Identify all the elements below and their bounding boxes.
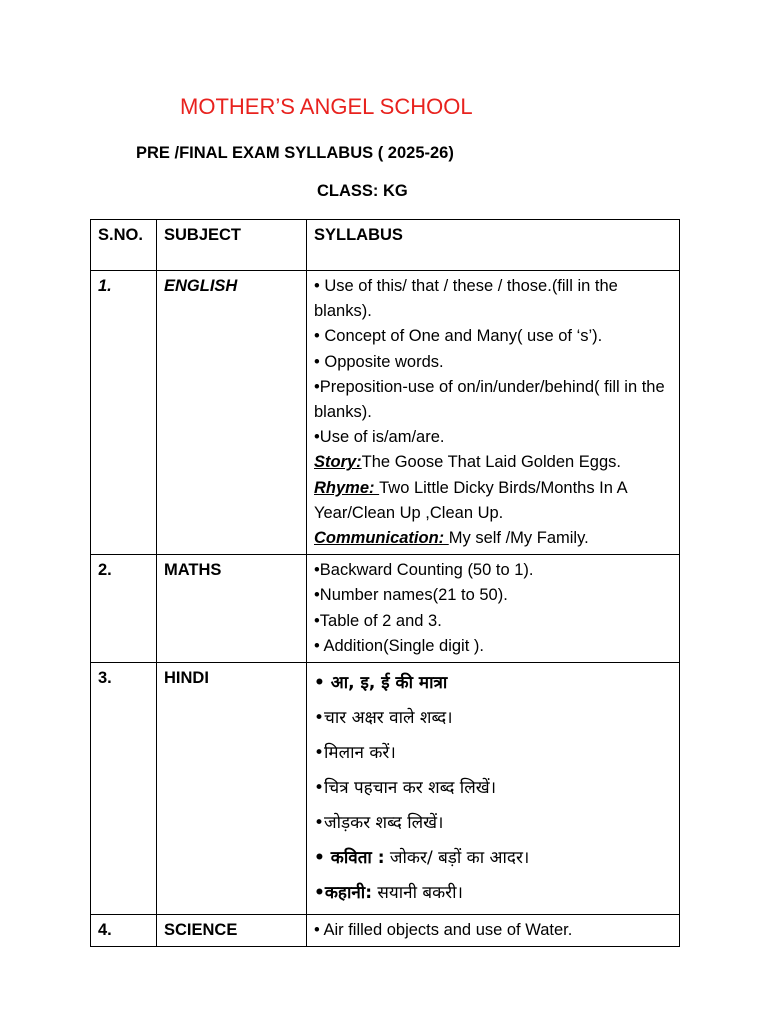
table-row-maths — [91, 555, 680, 663]
communication-text: My self /My Family. — [448, 529, 589, 548]
story-label: Story: — [314, 453, 362, 472]
story-text: The Goose That Laid Golden Eggs. — [361, 453, 621, 472]
row-sno: 3. — [91, 663, 157, 915]
row-syllabus — [307, 271, 680, 555]
row-subject: SCIENCE — [157, 915, 307, 947]
table-header-row — [91, 220, 680, 271]
rhyme-line — [314, 476, 679, 526]
communication-label: Communication: — [314, 529, 449, 548]
table-row-english — [91, 271, 680, 555]
row-syllabus — [307, 915, 680, 947]
syllabus-table — [90, 219, 680, 947]
rhyme-label: Rhyme: — [314, 478, 380, 497]
communication-line — [314, 526, 679, 551]
poem-label: • कविता : — [314, 848, 385, 869]
poem-text: जोकर/ बड़ों का आदर। — [384, 848, 530, 869]
syllabus-item: •Preposition-use of on/in/under/behind( fill in the blanks). — [314, 377, 665, 422]
syllabus-item: •चार अक्षर वाले शब्द। — [314, 708, 453, 729]
story-line — [314, 450, 679, 475]
school-name: MOTHER’S ANGEL SCHOOL — [180, 94, 473, 119]
header-syllabus: SYLLABUS — [307, 220, 680, 271]
row-subject: ENGLISH — [157, 271, 307, 555]
row-syllabus — [307, 663, 680, 915]
syllabus-item: • Opposite words. — [314, 352, 444, 371]
header-subject: SUBJECT — [157, 220, 307, 271]
syllabus-item: • आ, इ, ई की मात्रा — [314, 673, 448, 694]
poem-line — [314, 841, 679, 876]
table-row-hindi — [91, 663, 680, 915]
hindi-story-text: सयानी बकरी। — [372, 883, 463, 904]
hindi-story-label: •कहानी: — [314, 883, 372, 904]
row-subject: MATHS — [157, 555, 307, 663]
syllabus-item: • Air filled objects and use of Water. — [314, 921, 573, 940]
class-label: CLASS: KG — [317, 182, 408, 200]
syllabus-item: •जोड़कर शब्द लिखें। — [314, 813, 444, 834]
rhyme-text: Two Little Dicky Birds/Months In A Year/Clean Up ,Clean Up. — [314, 478, 627, 522]
row-syllabus — [307, 555, 680, 663]
hindi-story-line — [314, 876, 679, 911]
syllabus-item: • Use of this/ that / these / those.(fill in the blanks). — [314, 277, 618, 321]
syllabus-item: •Backward Counting (50 to 1). — [314, 561, 534, 580]
row-sno: 1. — [91, 271, 157, 555]
syllabus-item: •Use of is/am/are. — [314, 428, 445, 447]
header-sno: S.NO. — [91, 220, 157, 271]
syllabus-item: •चित्र पहचान कर शब्द लिखें। — [314, 778, 497, 799]
syllabus-item: •मिलान करें। — [314, 743, 396, 764]
syllabus-item: • Concept of One and Many( use of ‘s’). — [314, 327, 603, 346]
table-row-science — [91, 915, 680, 947]
row-subject: HINDI — [157, 663, 307, 915]
syllabus-item: • Addition(Single digit ). — [314, 636, 484, 655]
row-sno: 2. — [91, 555, 157, 663]
syllabus-item: •Table of 2 and 3. — [314, 611, 442, 630]
exam-title: PRE /FINAL EXAM SYLLABUS ( 2025-26) — [136, 144, 454, 162]
syllabus-item: •Number names(21 to 50). — [314, 586, 508, 605]
row-sno: 4. — [91, 915, 157, 947]
